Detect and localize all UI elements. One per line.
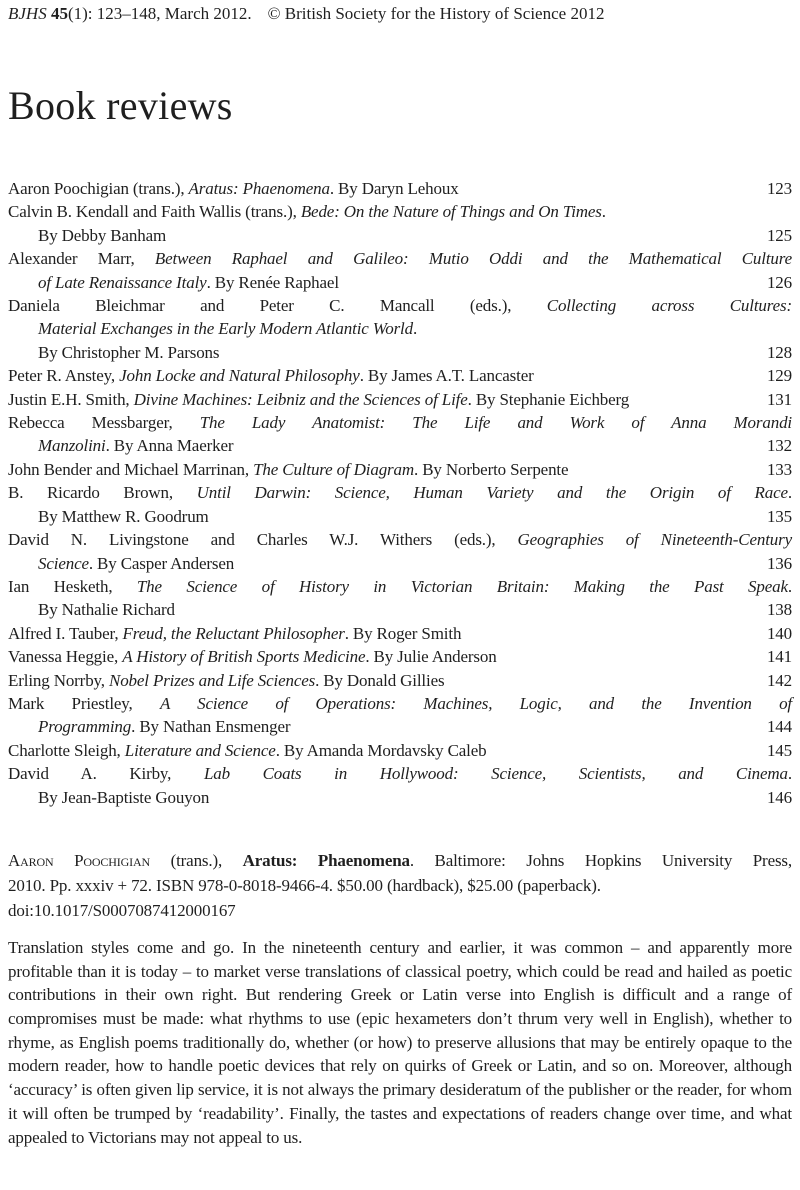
text-run: Aaron Poochigian (trans.), xyxy=(8,179,189,198)
toc-entry xyxy=(8,294,792,364)
toc-page-number: 131 xyxy=(766,389,792,409)
toc-entry xyxy=(8,692,792,739)
text-run: BJHS xyxy=(8,4,47,23)
toc-entry xyxy=(8,481,792,528)
text-run: Until Darwin: Science, Human Variety and the Origin of Race xyxy=(196,483,788,503)
toc-page-number: 142 xyxy=(766,670,792,690)
toc-line xyxy=(8,458,792,481)
toc-page-number: 138 xyxy=(766,600,792,620)
text-run: . By Roger Smith xyxy=(344,623,462,643)
text-run: . By James A.T. Lancaster xyxy=(359,366,534,386)
text-run: A Science of Operations: Machines, Logic, and the Invention of xyxy=(159,693,792,713)
text-run: Aaron Poochigian xyxy=(8,850,151,870)
text-run: . By Anna Maerker xyxy=(105,436,234,456)
text-run: Bede: On the Nature of Things and On Times xyxy=(300,202,602,222)
toc-entry xyxy=(8,364,792,387)
text-run: . xyxy=(787,764,792,784)
text-run: of Late Renaissance Italy xyxy=(38,272,207,292)
toc-page-number: 132 xyxy=(766,436,792,456)
text-run: 2010. Pp. xxxiv + 72. ISBN 978-0-8018-9466-4. $50.00 (hardback), $25.00 (paperback). xyxy=(8,875,601,895)
toc-entry xyxy=(8,739,792,762)
text-run: Manzolini xyxy=(38,436,106,456)
text-run: The Culture of Diagram xyxy=(253,459,414,479)
toc-entry xyxy=(8,247,792,294)
text-run: Collecting across Cultures: xyxy=(546,296,792,316)
toc-line xyxy=(38,341,792,364)
text-run: . xyxy=(412,319,418,339)
toc-line xyxy=(8,411,792,434)
toc xyxy=(8,177,792,809)
toc-line xyxy=(8,247,792,270)
text-run: David N. Livingstone and Charles W.J. Withers (eds.), xyxy=(8,530,518,550)
toc-entry xyxy=(8,411,792,458)
toc-line xyxy=(8,645,792,668)
text-run: Alfred I. Tauber, xyxy=(8,623,123,643)
text-run: . By Renée Raphael xyxy=(206,272,339,292)
toc-page-number: 123 xyxy=(766,179,792,198)
toc-line xyxy=(38,786,792,809)
toc-line xyxy=(38,598,792,621)
toc-page-number: 128 xyxy=(766,342,792,362)
toc-line xyxy=(38,271,792,294)
toc-line xyxy=(8,669,792,692)
toc-line xyxy=(8,388,792,411)
toc-line xyxy=(38,224,792,247)
text-run: © British Society for the History of Science 2012 xyxy=(267,4,605,23)
text-run: Material Exchanges in the Early Modern Atlantic World xyxy=(38,319,413,339)
toc-line xyxy=(8,528,792,551)
text-run: . By Casper Andersen xyxy=(88,553,235,573)
review-body-paragraph: Translation styles come and go. In the nineteenth century and earlier, it was common – and apparently more profitable than it is today – to market verse translations of classical poetry, which could be read and hailed as poetic contributions in their own right. But rendering Greek or Latin verse into English is difficult and a range of compromises must be made: what rhythms to use (epic hexameters don’t thrum very well in English), whether to rhyme, as English poems traditionally do, whether (or how) to preserve allusions that may be entirely opaque to the modern reader, how to handle poetic devices that rely on quirks of Greek or Latin, and so on. Moreover, although ‘accuracy’ is often given lip service, it is not always the primary desideratum of the publisher or the reader, for whom it will often be trumped by ‘readability’. Finally, the tastes and expectations of readers change over time, and what appealed to Victorians may not appeal to us. xyxy=(8,937,792,1147)
text-run: Freud, the Reluctant Philosopher xyxy=(122,623,345,643)
toc-page-number: 126 xyxy=(766,272,792,292)
toc-page-number: 125 xyxy=(766,225,792,245)
toc-line xyxy=(8,200,792,223)
text-run: (1): 123–148, March 2012. xyxy=(67,4,252,23)
text-run: Justin E.H. Smith, xyxy=(8,389,134,409)
text-run: By Jean-Baptiste Gouyon xyxy=(38,787,210,807)
text-run: . By Julie Anderson xyxy=(365,647,497,667)
text-run: Ian Hesketh, xyxy=(8,576,137,596)
text-run: . By Stephanie Eichberg xyxy=(467,389,630,409)
text-run: Between Raphael and Galileo: Mutio Oddi and the Mathematical Culture xyxy=(154,249,792,269)
toc-line xyxy=(38,434,792,457)
text-run: . By Norberto Serpente xyxy=(414,459,569,479)
text-run: . By Daryn Lehoux xyxy=(329,179,459,198)
toc-line xyxy=(8,364,792,387)
text-run: Daniela Bleichmar and Peter C. Mancall (eds.), xyxy=(8,296,547,316)
toc-page-number: 146 xyxy=(766,787,792,807)
text-run: By Christopher M. Parsons xyxy=(38,342,220,362)
text-run: Charlotte Sleigh, xyxy=(8,740,125,760)
toc-page-number: 129 xyxy=(766,366,792,386)
text-run: By Matthew R. Goodrum xyxy=(38,506,209,526)
toc-entry xyxy=(8,200,792,247)
text-run: . By Amanda Mordavsky Caleb xyxy=(275,740,487,760)
toc-page-number: 135 xyxy=(766,506,792,526)
text-run: By Debby Banham xyxy=(38,225,167,245)
text-run: Vanessa Heggie, xyxy=(8,647,123,667)
text-run: Nobel Prizes and Life Sciences xyxy=(109,670,316,690)
text-run: 45 xyxy=(50,4,68,23)
text-run: John Bender and Michael Marrinan, xyxy=(8,459,254,479)
text-run: Divine Machines: Leibniz and the Sciences of Life xyxy=(133,389,468,409)
text-run: John Locke and Natural Philosophy xyxy=(119,366,360,386)
toc-line xyxy=(8,762,792,785)
toc-entry xyxy=(8,177,792,200)
toc-entry xyxy=(8,575,792,622)
citation-lines xyxy=(8,848,792,898)
text-run: (trans.), xyxy=(150,850,243,870)
doi-line: doi:10.1017/S0007087412000167 xyxy=(8,900,236,920)
text-run: Erling Norrby, xyxy=(8,670,109,690)
toc-page-number: 145 xyxy=(766,740,792,760)
text-run: . Baltimore: Johns Hopkins University Press, xyxy=(409,850,792,870)
toc-line xyxy=(8,481,792,504)
text-run: Peter R. Anstey, xyxy=(8,366,120,386)
citation-line xyxy=(8,873,792,898)
text-run: . By Donald Gillies xyxy=(315,670,445,690)
toc-line xyxy=(8,739,792,762)
toc-line xyxy=(8,575,792,598)
toc-page-number: 136 xyxy=(766,553,792,573)
text-run: Aratus: Phaenomena xyxy=(242,850,410,870)
toc-entry xyxy=(8,622,792,645)
text-run: Programming xyxy=(38,717,132,737)
toc-line xyxy=(8,294,792,317)
text-run: Lab Coats in Hollywood: Science, Scientists, and Cinema xyxy=(203,764,788,784)
text-run: The Science of History in Victorian Britain: Making the Past Speak xyxy=(136,576,788,596)
toc-entry xyxy=(8,458,792,481)
toc-page-number: 144 xyxy=(766,717,792,737)
text-run: Geographies of Nineteenth-Century xyxy=(517,530,792,550)
text-run: Literature and Science xyxy=(124,740,276,760)
page-title: Book reviews xyxy=(8,83,233,128)
toc-page-number: 140 xyxy=(766,623,792,643)
toc-entry xyxy=(8,528,792,575)
text-run: Rebecca Messbarger, xyxy=(8,413,200,433)
text-run: Aratus: Phaenomena xyxy=(188,179,330,198)
toc-line xyxy=(8,692,792,715)
text-run: . xyxy=(787,576,792,596)
toc-page-number: 133 xyxy=(766,459,792,479)
text-run: The Lady Anatomist: The Life and Work of Anna Morandi xyxy=(199,413,793,433)
citation-line xyxy=(8,848,792,873)
review-citation xyxy=(8,848,792,923)
toc-entry xyxy=(8,645,792,668)
toc-line xyxy=(38,552,792,575)
toc-line xyxy=(8,622,792,645)
toc-line xyxy=(38,505,792,528)
text-run: B. Ricardo Brown, xyxy=(8,483,197,503)
toc-page-number: 141 xyxy=(766,647,792,667)
text-run: Mark Priestley, xyxy=(8,693,160,713)
toc-entry xyxy=(8,762,792,809)
text-run: A History of British Sports Medicine xyxy=(122,647,366,667)
toc-line xyxy=(38,317,792,340)
text-run: Calvin B. Kendall and Faith Wallis (trans.), xyxy=(8,202,301,222)
toc-line xyxy=(38,715,792,738)
text-run: David A. Kirby, xyxy=(8,764,204,784)
toc-entry xyxy=(8,388,792,411)
text-run: Alexander Marr, xyxy=(8,249,155,269)
text-run: . xyxy=(601,202,606,222)
toc-entry xyxy=(8,669,792,692)
toc-line xyxy=(8,177,792,200)
text-run: . xyxy=(787,483,792,503)
text-run: By Nathalie Richard xyxy=(38,600,175,620)
text-run: . By Nathan Ensmenger xyxy=(131,717,291,737)
page-header xyxy=(8,3,792,24)
text-run: Science xyxy=(38,553,89,573)
